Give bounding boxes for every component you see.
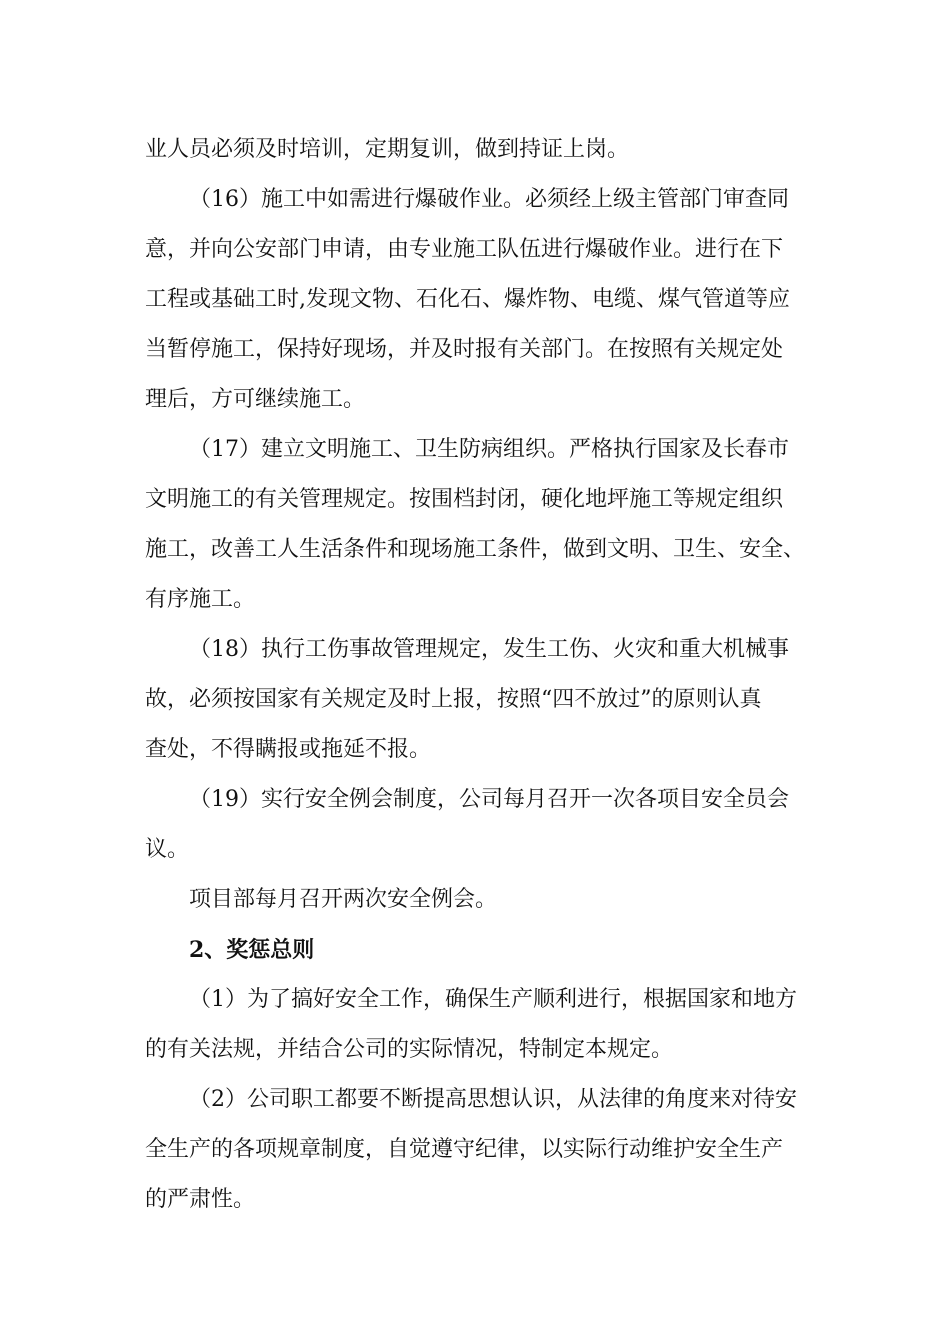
text-line: 议。	[145, 837, 190, 862]
text-line: 的有关法规，并结合公司的实际情况，特制定本规定。	[145, 1037, 674, 1062]
text-line: 理后，方可继续施工。	[145, 387, 366, 412]
text-line: 意，并向公安部门申请，由专业施工队伍进行爆破作业。进行在下	[145, 237, 784, 262]
paragraph-project-meeting: 项目部每月召开两次安全例会。	[189, 887, 498, 912]
text-line: 施工，改善工人生活条件和现场施工条件，做到文明、卫生、安全、	[145, 537, 806, 562]
paragraph-1-start: （1）为了搞好安全工作，确保生产顺利进行，根据国家和地方	[189, 987, 797, 1012]
text-line: 文明施工的有关管理规定。按围档封闭，硬化地坪施工等规定组织	[145, 487, 784, 512]
paragraph-19-start: （19）实行安全例会制度，公司每月召开一次各项目安全员会	[189, 787, 789, 812]
paragraph-17-start: （17）建立文明施工、卫生防病组织。严格执行国家及长春市	[189, 437, 789, 462]
section-heading: 2、奖惩总则	[189, 937, 315, 963]
text-line: 全生产的各项规章制度，自觉遵守纪律，以实际行动维护安全生产	[145, 1137, 784, 1162]
paragraph-16-start: （16）施工中如需进行爆破作业。必须经上级主管部门审查同	[189, 187, 789, 212]
text-line: 当暂停施工，保持好现场，并及时报有关部门。在按照有关规定处	[145, 337, 784, 362]
paragraph-18-start: （18）执行工伤事故管理规定，发生工伤、火灾和重大机械事	[189, 637, 789, 662]
text-line: 故，必须按国家有关规定及时上报，按照“四不放过”的原则认真	[145, 687, 762, 712]
text-line: 有序施工。	[145, 587, 256, 612]
text-line: 工程或基础工时,发现文物、石化石、爆炸物、电缆、煤气管道等应	[145, 287, 790, 312]
text-line: 查处，不得瞒报或拖延不报。	[145, 737, 432, 762]
text-line: 业人员必须及时培训，定期复训，做到持证上岗。	[145, 137, 630, 162]
paragraph-2-start: （2）公司职工都要不断提高思想认识，从法律的角度来对待安	[189, 1087, 797, 1112]
text-line: 的严肃性。	[145, 1187, 256, 1212]
